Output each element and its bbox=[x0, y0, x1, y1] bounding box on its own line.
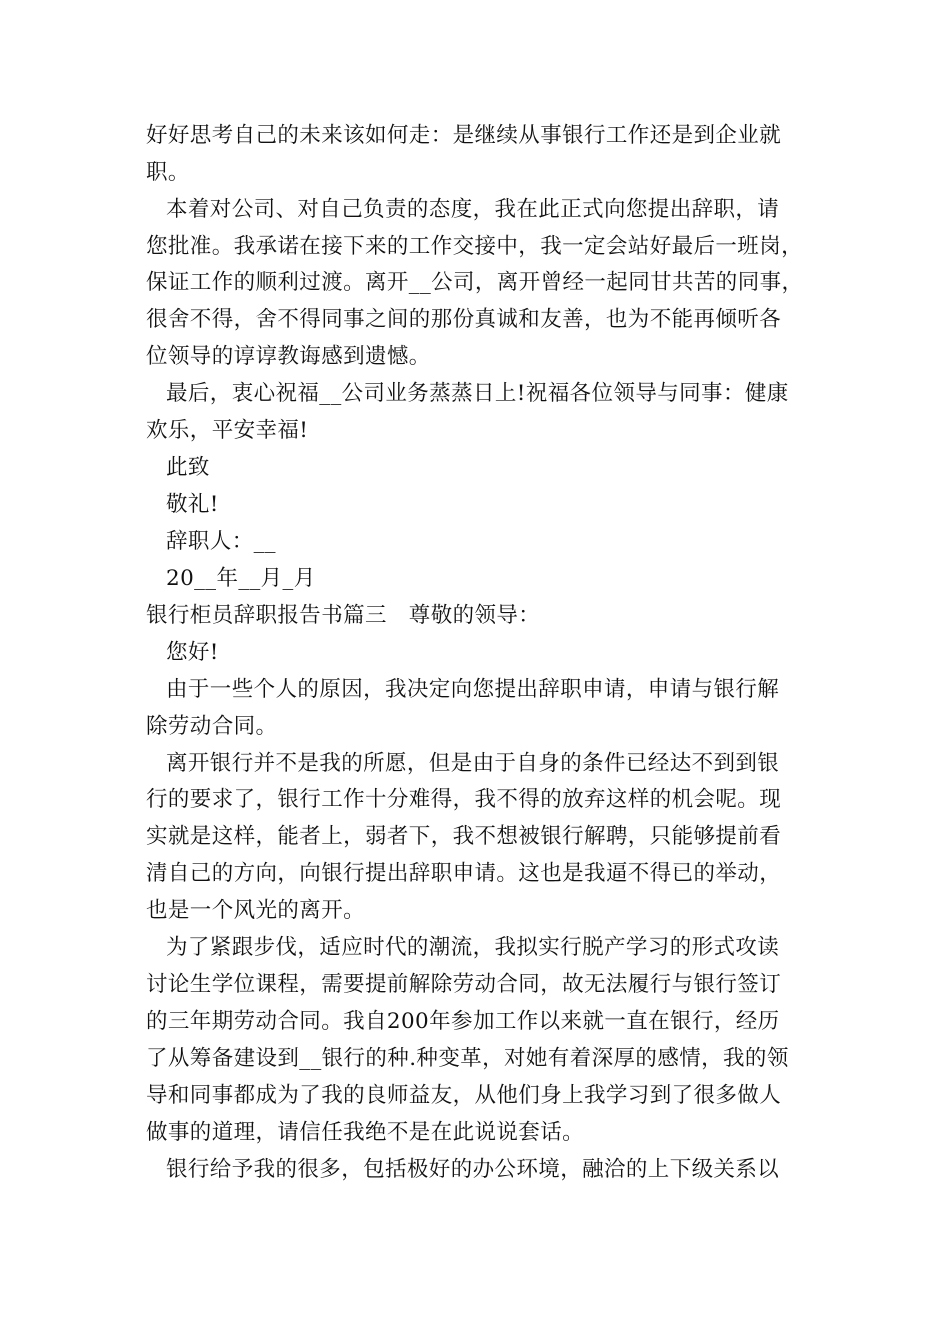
text-line: 辞职人：__ bbox=[166, 529, 276, 554]
text-line: 敬礼! bbox=[166, 492, 219, 517]
text-line: 导和同事都成为了我的良师益友，从他们身上我学习到了很多做人 bbox=[146, 1083, 782, 1108]
text-line: 位领导的谆谆教诲感到遗憾。 bbox=[146, 344, 431, 369]
text-line: 也是一个风光的离开。 bbox=[146, 898, 366, 923]
text-line: 做事的道理，请信任我绝不是在此说说套话。 bbox=[146, 1120, 585, 1145]
text-line: 20__年__月_月 bbox=[166, 566, 316, 591]
text-line: 您批准。我承诺在接下来的工作交接中，我一定会站好最后一班岗， bbox=[146, 234, 804, 259]
text-line: 职。 bbox=[146, 160, 190, 185]
text-line: 除劳动合同。 bbox=[146, 714, 278, 739]
text-line: 了从筹备建设到__银行的种.种变革，对她有着深厚的感情，我的领 bbox=[146, 1046, 789, 1071]
text-line: 行的要求了，银行工作十分难得，我不得的放弃这样的机会呢。现 bbox=[146, 787, 782, 812]
text-line: 本着对公司、对自己负责的态度，我在此正式向您提出辞职，请 bbox=[166, 197, 780, 222]
text-line: 离开银行并不是我的所愿，但是由于自身的条件已经达不到到银 bbox=[166, 751, 780, 776]
text-line: 好好思考自己的未来该如何走：是继续从事银行工作还是到企业就 bbox=[146, 123, 782, 148]
text-line: 您好! bbox=[166, 640, 219, 665]
text-line: 的三年期劳动合同。我自200年参加工作以来就一直在银行，经历 bbox=[146, 1009, 780, 1034]
text-line: 此致 bbox=[166, 455, 210, 480]
text-line: 银行给予我的很多，包括极好的办公环境，融洽的上下级关系以 bbox=[166, 1157, 780, 1182]
text-line: 为了紧跟步伐，适应时代的潮流，我拟实行脱产学习的形式攻读 bbox=[166, 935, 780, 960]
text-line: 实就是这样，能者上，弱者下，我不想被银行解聘，只能够提前看 bbox=[146, 824, 782, 849]
section-heading: 银行柜员辞职报告书篇三 尊敬的领导： bbox=[146, 603, 541, 628]
text-line: 最后，衷心祝福__公司业务蒸蒸日上!祝福各位领导与同事：健康 bbox=[166, 381, 789, 406]
text-line: 保证工作的顺利过渡。离开__公司，离开曾经一起同甘共苦的同事， bbox=[146, 270, 804, 295]
text-line: 很舍不得，舍不得同事之间的那份真诚和友善，也为不能再倾听各 bbox=[146, 307, 782, 332]
text-line: 由于一些个人的原因，我决定向您提出辞职申请，申请与银行解 bbox=[166, 677, 780, 702]
text-line: 欢乐，平安幸福! bbox=[146, 418, 309, 443]
text-line: 讨论生学位课程，需要提前解除劳动合同，故无法履行与银行签订 bbox=[146, 972, 782, 997]
text-line: 清自己的方向，向银行提出辞职申请。这也是我逼不得已的举动， bbox=[146, 861, 782, 886]
